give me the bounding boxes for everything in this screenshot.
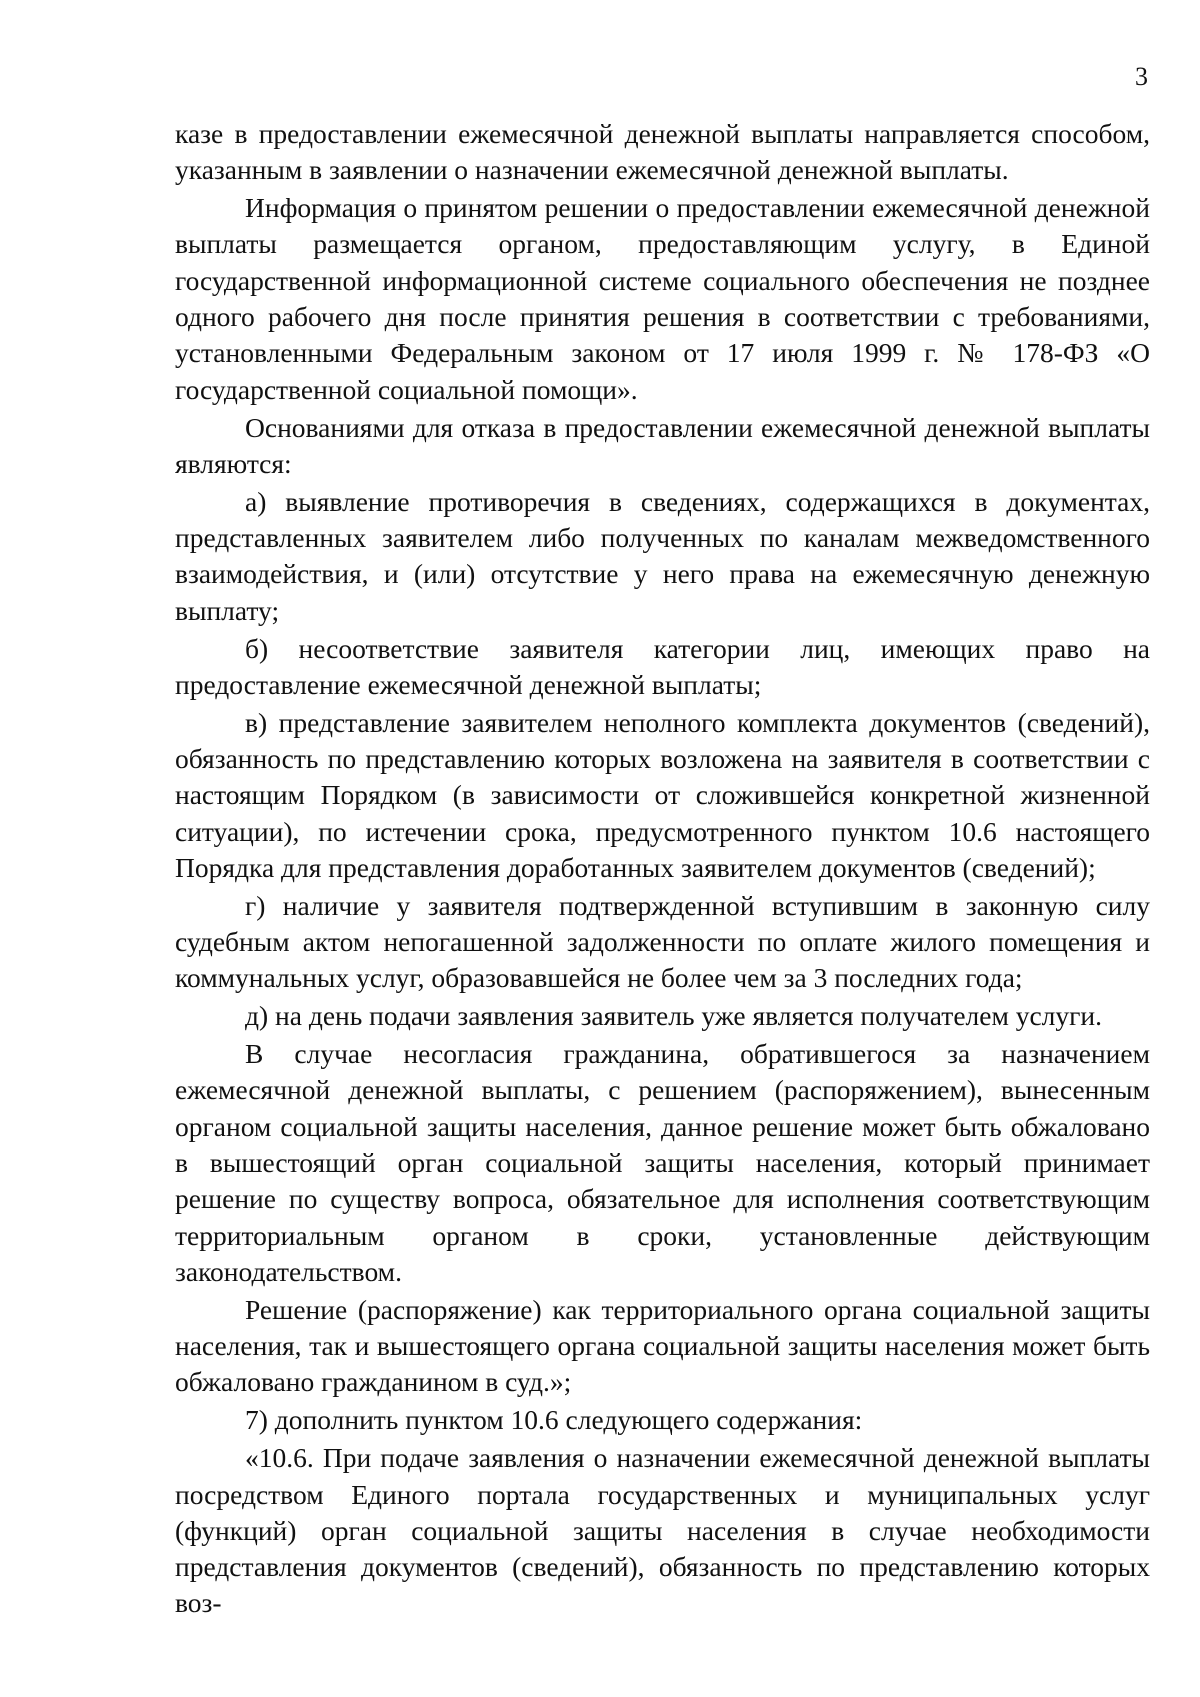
list-item-b: б) несоответствие заявителя категории лиц, имеющих право на предоставление ежемесячной денежной выплаты; [175,632,1150,700]
list-item-a: а) выявление противоречия в сведениях, содержащихся в документах, представленных заявителем либо полученных по каналам межведомственного взаимодействия, и (или) отсутствие у него права на ежемесячную денежную выплату; [175,485,1150,626]
paragraph-refusal-grounds: Основаниями для отказа в предоставлении ежемесячной денежной выплаты являются: [175,411,1150,479]
page-number: 3 [1135,62,1148,91]
paragraph-continuation: казе в предоставлении ежемесячной денежной выплаты направляется способом, указанным в заявлении о назначении ежемесячной денежной выплаты. [175,118,1150,186]
amendment-item-7: 7) дополнить пунктом 10.6 следующего содержания: [245,1404,863,1436]
paragraph-information-placement: Информация о принятом решении о предоставлении ежемесячной денежной выплаты размещается органом, предоставляющим услугу, в Единой государственной информационной системе социального обеспечения не позднее одного рабочего дня после принятия решения в соответствии с требованиями, установленными Федеральным законом от 17 июля 1999 г. № 178-ФЗ «О государственной социальной помощи». [175,192,1150,405]
clause-10-6: «10.6. При подаче заявления о назначении ежемесячной денежной выплаты посредством Единого портала государственных и муниципальных услуг (функций) орган социальной защиты населения в случае необходимости представления документов (сведений), обязанность по представлению которых воз- [175,1442,1150,1619]
list-item-v: в) представление заявителем неполного комплекта документов (сведений), обязанность по представлению которых возложена на заявителя в соответствии с настоящим Порядком (в зависимости от сложившейся конкретной жизненной ситуации), по истечении срока, предусмотренного пунктом 10.6 настоящего Порядка для представления доработанных заявителем документов (сведений); [175,706,1150,883]
paragraph-appeal: В случае несогласия гражданина, обратившегося за назначением ежемесячной денежной выплаты, с решением (распоряжением), вынесенным органом социальной защиты населения, данное решение может быть обжаловано в вышестоящий орган социальной защиты населения, который принимает решение по существу вопроса, обязательное для исполнения соответствующим территориальным органом в сроки, установленные действующим законодательством. [175,1038,1150,1287]
list-item-g: г) наличие у заявителя подтвержденной вступившим в законную силу судебным актом непогашенной задолженности по оплате жилого помещения и коммунальных услуг, образовавшейся не более чем за 3 последних года; [175,889,1150,994]
paragraph-court-appeal: Решение (распоряжение) как территориального органа социальной защиты населения, так и вышестоящего органа социальной защиты населения может быть обжаловано гражданином в суд.»; [175,1293,1150,1398]
list-item-d: д) на день подачи заявления заявитель уже является получателем услуги. [245,1000,1103,1032]
document-body [175,116,1150,1623]
